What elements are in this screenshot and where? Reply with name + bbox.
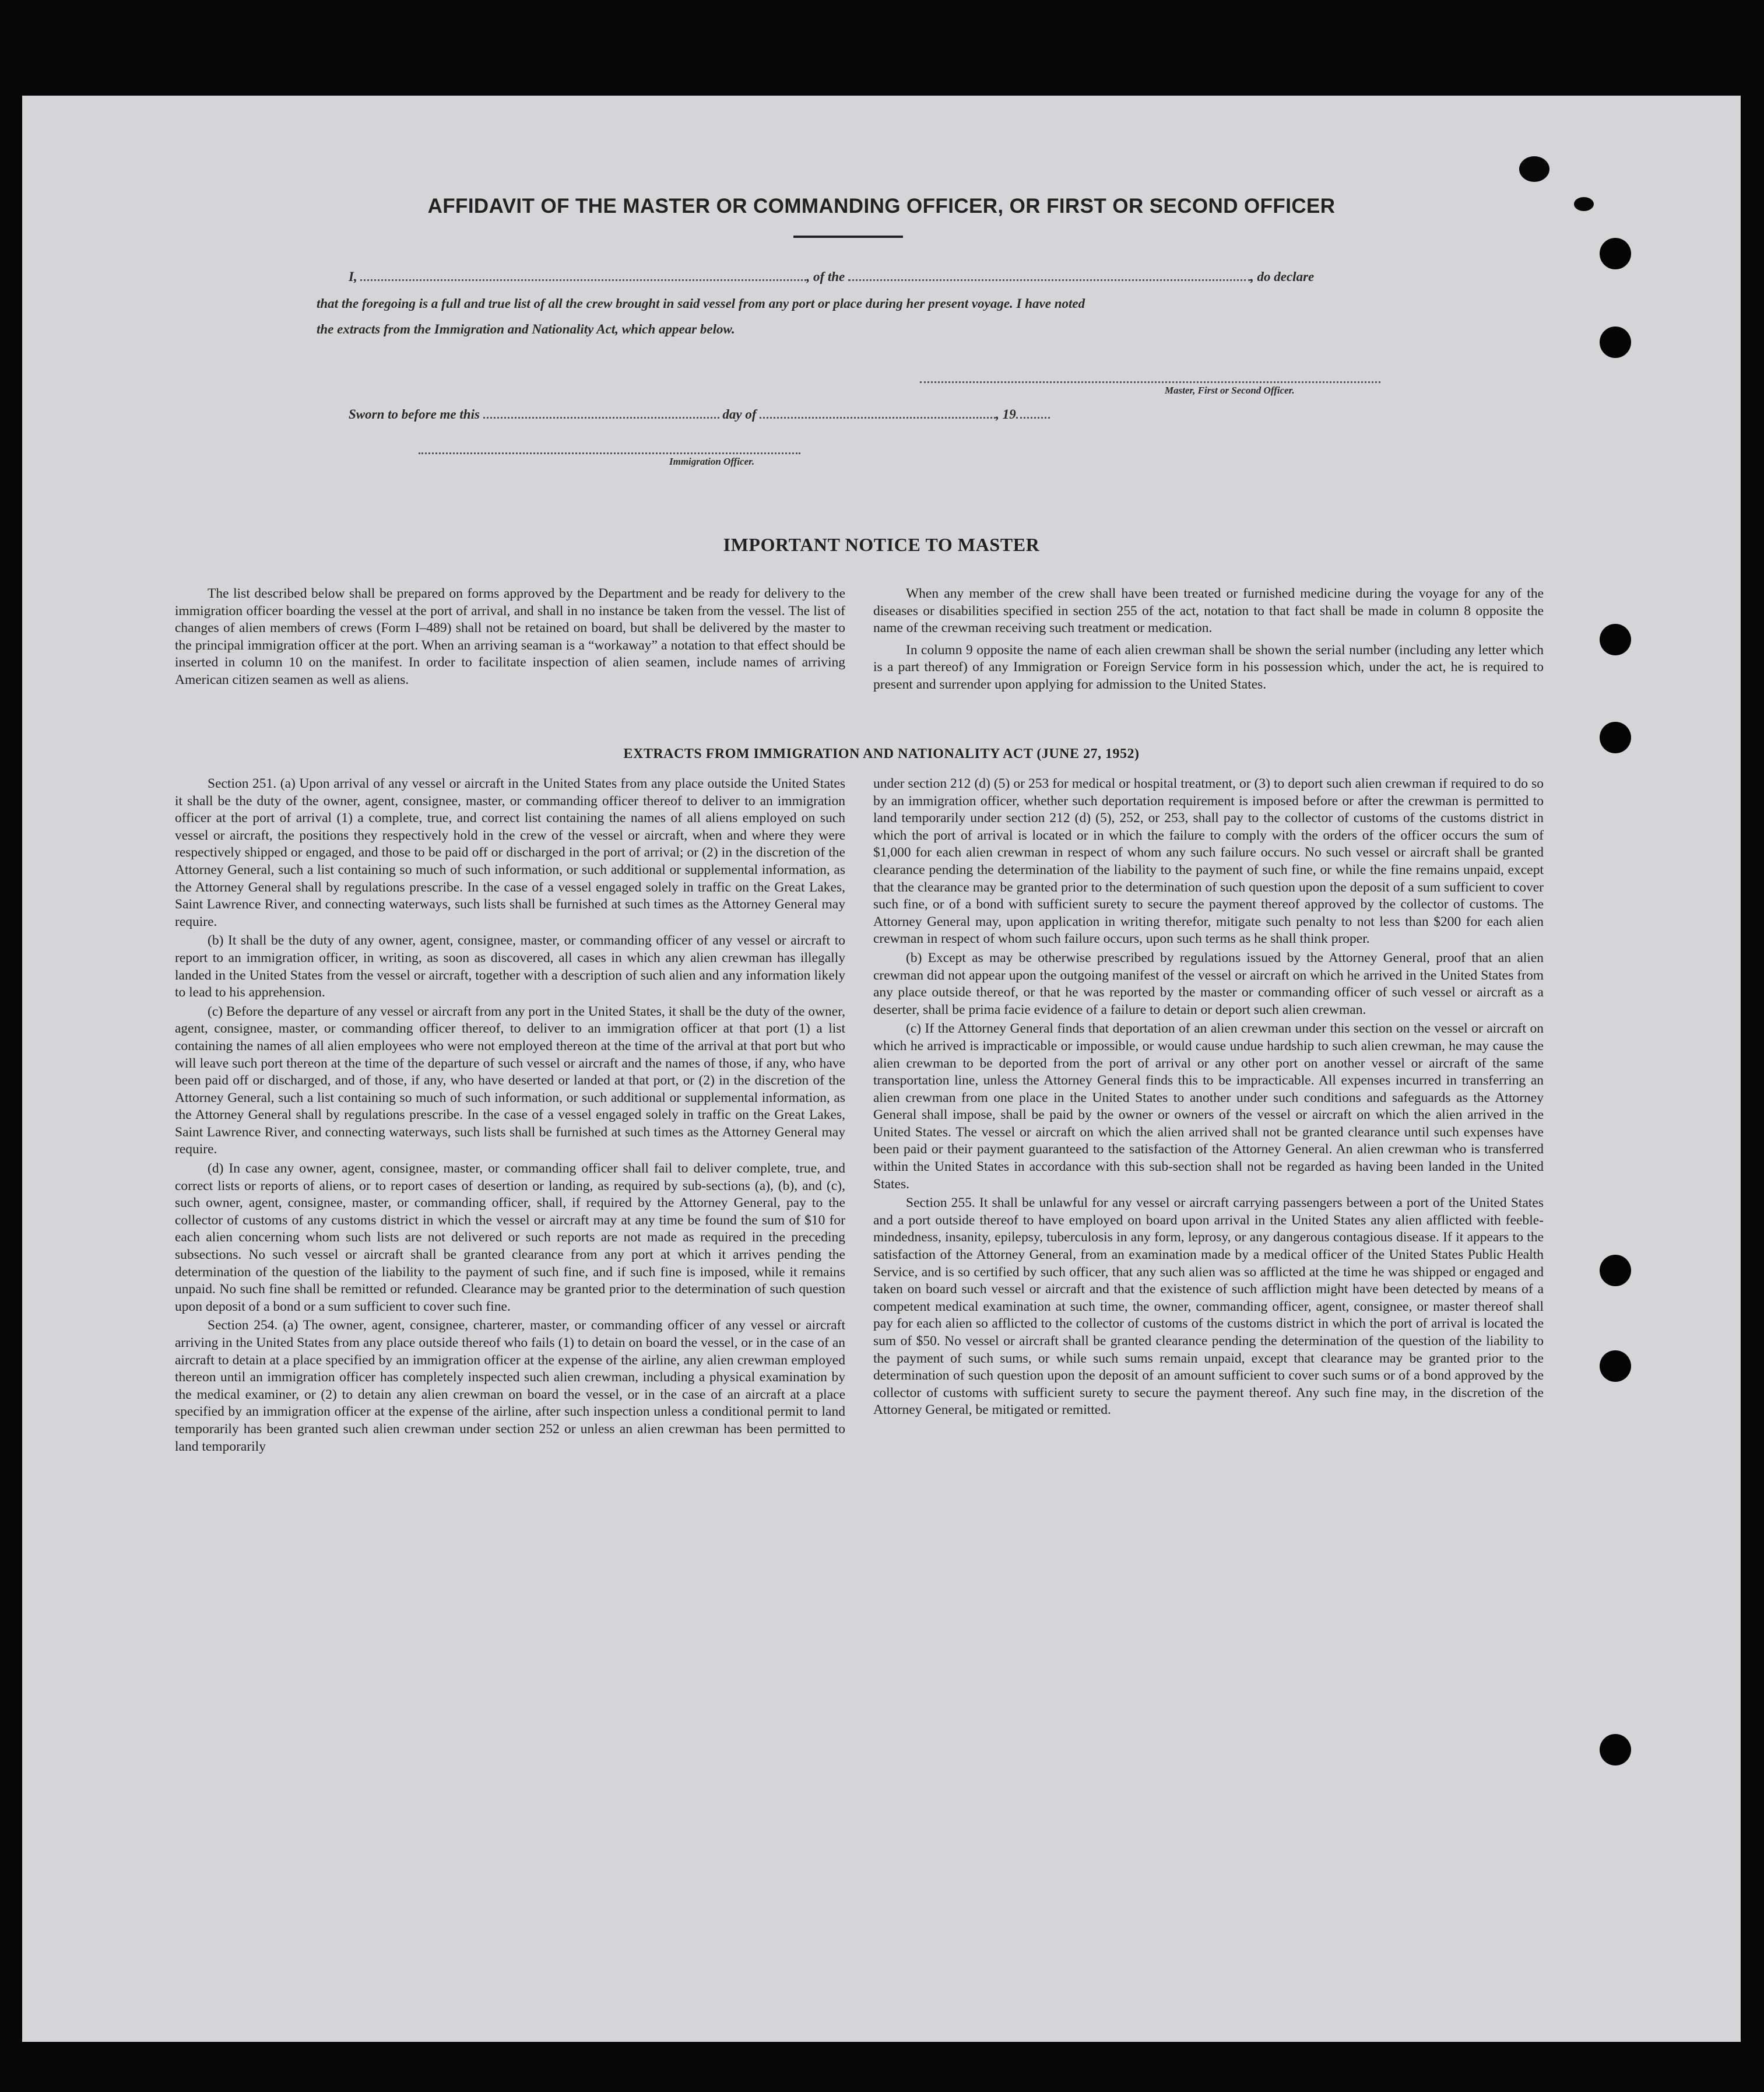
of-the-label: , of the: [806, 269, 845, 284]
section-254b: (b) Except as may be otherwise prescribed by regulations issued by the Attorney General, proof that an alien crewman did not appear upon the outgoing manifest of the vessel or aircraft on which he arrived in the United States from any place outside thereof, or that he was reported by the master or commanding officer of such vessel or aircraft as a deserter, shall be prima facie evidence of a failure to detain or deport such alien crewman.: [873, 950, 1544, 1017]
section-254a: Section 254. (a) The owner, agent, consignee, charterer, master, or commanding officer of any vessel or aircraft arriving in the United States from any place outside thereof who fails (1) to detain on board the vessel, or in the case of an aircraft to detain at a place specified by an immigration officer at the expense of the airline, any alien crewman employed thereon until an immigration officer has completely inspected such alien crewman, including a physical examination by the medical examiner, or (2) to detain any alien crewman on board the vessel, or in the case of an aircraft at a place specified by an immigration officer at the expense of the airline, after such inspection unless a conditional permit to land temporarily has been granted such alien crewman under section 252 or unless an alien crewman has been permitted to land temporarily: [175, 1318, 845, 1454]
ink-speck: [1574, 197, 1594, 211]
sworn-line: [349, 401, 1165, 428]
section-254c: (c) If the Attorney General finds that deportation of an alien crewman under this section on the vessel or aircraft on which he arrived is impracticable or impossible, or would cause undue hardship to such alien crewman, he may cause the alien crewman to be deported from the port of arrival or any other port on another vessel or aircraft of the same transportation line, unless the Attorney General finds this to be impracticable. All expenses incurred in transferring an alien crewman from one place in the United States to another under such conditions and safeguards as the Attorney General shall impose, shall be paid by the owner or owners of the vessel or aircraft on which the alien arrived in the United States. The vessel or aircraft on which the alien arrived shall not be granted clearance until such expenses have been paid or their payment guaranteed to the satisfaction of the Attorney General. An alien crewman who is transferred within the United States in accordance with this sub-section shall not be regarded as having been landed in the United States.: [873, 1021, 1544, 1192]
declaration-line: [349, 264, 1427, 290]
notice-title: IMPORTANT NOTICE TO MASTER: [723, 534, 1040, 555]
i-label: I,: [349, 269, 357, 284]
master-caption: Master, First or Second Officer.: [1165, 385, 1295, 396]
name-field[interactable]: [360, 269, 806, 281]
binder-hole: [1600, 722, 1631, 753]
declaration-body-line-1: that the foregoing is a full and true list of all the crew brought in said vessel from any port or place during her present voyage. I have noted: [317, 296, 1085, 311]
affidavit-title: AFFIDAVIT OF THE MASTER OR COMMANDING OFFICER, OR FIRST OR SECOND OFFICER: [427, 195, 1336, 217]
sworn-label: Sworn to before me this: [349, 407, 480, 422]
binder-hole: [1600, 624, 1631, 655]
notice-right-column: [873, 585, 1544, 694]
vessel-field[interactable]: [848, 269, 1250, 281]
officer-signature-line[interactable]: [419, 452, 800, 454]
sworn-year-field[interactable]: [1016, 406, 1050, 419]
extracts-left-column: [175, 775, 845, 1455]
do-declare-label: , do declare: [1250, 269, 1315, 284]
notice-left-paragraph: The list described below shall be prepared on forms approved by the Department and be ready for delivery to the immigration officer boarding the vessel at the port of arrival, and shall in no instance be taken from the vessel. The list of changes of alien members of crews (Form I–489) shall not be retained on board, but shall be delivered by the master to the principal immigration officer at the port. When an arriving seaman is a “workaway” a notation to that effect should be inserted in column 10 on the manifest. In order to facilitate inspection of alien seamen, include names of arriving American citizen seamen as well as aliens.: [175, 586, 845, 687]
master-signature-line[interactable]: [920, 381, 1380, 383]
section-255: Section 255. It shall be unlawful for any vessel or aircraft carrying passengers between a port of the United States and a port outside thereof to have employed on board upon arrival in the United States any alien afflicted with feeble-mindedness, insanity, epilepsy, tuberculosis in any form, leprosy, or any dangerous contagious disease. If it appears to the satisfaction of the Attorney General, from an examination made by a medical officer of the United States Public Health Service, and is so certified by such officer, that any such alien was so afflicted at the time he was shipped or engaged and taken on board such vessel or aircraft and that the existence of such affliction might have been detected by means of a competent medical examination at such time, the owner, commanding officer, agent, consignee, or master thereof shall pay for each alien so afflicted to the collector of customs of the customs district in which the port of arrival is located the sum of $50. No vessel or aircraft shall be granted clearance pending the determination of the question of the liability to the payment of such sums, or while such sums remain unpaid, except that clearance may be granted prior to the determination of such question upon the deposit of an amount sufficient to cover such sums or of a bond approved by the collector of customs with sufficient surety to secure the payment thereof. Any such fine may, in the discretion of the Attorney General, be mitigated or remitted.: [873, 1195, 1544, 1418]
section-251a: Section 251. (a) Upon arrival of any vessel or aircraft in the United States from any place outside the United States it shall be the duty of the owner, agent, consignee, master, or commanding officer thereof to deliver to an immigration officer at the port of arrival (1) a complete, true, and correct list containing the names of all aliens employed on such vessel or aircraft, the positions they respectively hold in the crew of the vessel or aircraft, when and where they were respectively shipped or engaged, and those to be paid off or discharged in the port of arrival; or (2) in the discretion of the Attorney General, such a list containing so much of such information, or such additional or supplemental information, as the Attorney General shall by regulations prescribe. In the case of a vessel engaged solely in traffic on the Great Lakes, Saint Lawrence River, and connecting waterways, such lists shall be furnished at such times as the Attorney General may require.: [175, 776, 845, 929]
section-251b: (b) It shall be the duty of any owner, agent, consignee, master, or commanding officer of any vessel or aircraft to report to an immigration officer, in writing, as soon as discovered, all cases in which any alien crewman has illegally landed in the United States from the vessel or aircraft, together with a description of such alien and any information likely to lead to his apprehension.: [175, 933, 845, 1001]
officer-caption: Immigration Officer.: [669, 456, 755, 467]
binder-hole: [1600, 327, 1631, 358]
binder-hole: [1600, 1350, 1631, 1382]
binder-hole: [1600, 1255, 1631, 1286]
binder-hole: [1600, 238, 1631, 269]
notice-right-paragraph-2: In column 9 opposite the name of each alien crewman shall be shown the serial number (including any letter which is a part thereof) of any Immigration or Foreign Service form in his possession which, under the act, he is required to present and surrender upon applying for admission to the United States.: [873, 642, 1544, 692]
section-254a-continued: under section 212 (d) (5) or 253 for medical or hospital treatment, or (3) to deport such alien crewman if required to do so by an immigration officer, whether such deportation requirement is imposed before or after the crewman is permitted to land temporarily under section 212 (d) (5), 252, or 253, shall pay to the collector of customs of the customs district in which the port of arrival is located or in which the failure to comply with the orders of the officer occurs the sum of $1,000 for each alien crewman in respect of whom any such failure occurs. No such vessel or aircraft shall be granted clearance pending the determination of the liability to the payment of such fine, or while the fine remains unpaid, except that the clearance may be granted prior to the determination of such question upon the deposit of a sum sufficient to cover such fine, or of a bond with sufficient surety to secure the payment thereof approved by the collector of customs. The Attorney General may, upon application in writing therefor, mitigate such penalty to not less than $200 for each alien crewman in respect of whom such failure occurs, upon such terms as he shall think proper.: [873, 776, 1544, 947]
year-label: , 19: [996, 407, 1016, 422]
extracts-right-column: [873, 775, 1544, 1419]
ink-blot: [1519, 156, 1549, 182]
sworn-day-field[interactable]: [483, 406, 719, 419]
day-of-label: day of: [722, 407, 757, 422]
notice-right-paragraph-1: When any member of the crew shall have been treated or furnished medicine during the voyage for any of the diseases or disabilities specified in section 255 of the act, notation to that fact shall be made in column 8 opposite the name of the crewman receiving such treatment or medication.: [873, 586, 1544, 636]
extracts-title: EXTRACTS FROM IMMIGRATION AND NATIONALITY ACT (JUNE 27, 1952): [623, 746, 1140, 761]
document-page: [22, 96, 1741, 2042]
declaration-body-line-2: the extracts from the Immigration and Nationality Act, which appear below.: [317, 322, 735, 336]
title-rule: [793, 236, 903, 238]
notice-left-column: [175, 585, 845, 689]
binder-hole: [1600, 1734, 1631, 1765]
section-251c: (c) Before the departure of any vessel or aircraft from any port in the United States, it shall be the duty of the owner, agent, consignee, master, or commanding officer thereof, to deliver to an immigration officer at that port (1) a list containing the names of all alien employees who were not employed thereon at the time of the arrival at that port but who will leave such port thereon at the time of the departure of such vessel or aircraft and the names of those, if any, who have been paid off or discharged, and of those, if any, who have deserted or landed at that port, or (2) in the discretion of the Attorney General, such a list containing so much of such information, or such additional or supplemental information, as the Attorney General shall by regulations prescribe. In the case of a vessel engaged solely in traffic on the Great Lakes, Saint Lawrence River, and connecting waterways, such lists shall be furnished at such times as the Attorney General may require.: [175, 1003, 845, 1157]
section-251d: (d) In case any owner, agent, consignee, master, or commanding officer shall fail to deliver complete, true, and correct lists or reports of aliens, or to report cases of desertion or landing, as required by sub-sections (a), (b), and (c), such owner, agent, consignee, master, or commanding officer, shall, if required by the Attorney General, pay to the collector of customs of any customs district in which the vessel or aircraft may at any time be found the sum of $10 for each alien concerning whom such lists are not delivered or such reports are not made as required in the preceding subsections. No such vessel or aircraft shall be granted clearance from any port at which it arrives pending the determination of the question of the liability to the payment of such fine, and if such fine is imposed, while it remains unpaid. No such fine shall be remitted or refunded. Clearance may be granted prior to the determination of such question upon deposit of a bond or a sum sufficient to cover such fine.: [175, 1161, 845, 1314]
sworn-month-field[interactable]: [760, 406, 996, 419]
